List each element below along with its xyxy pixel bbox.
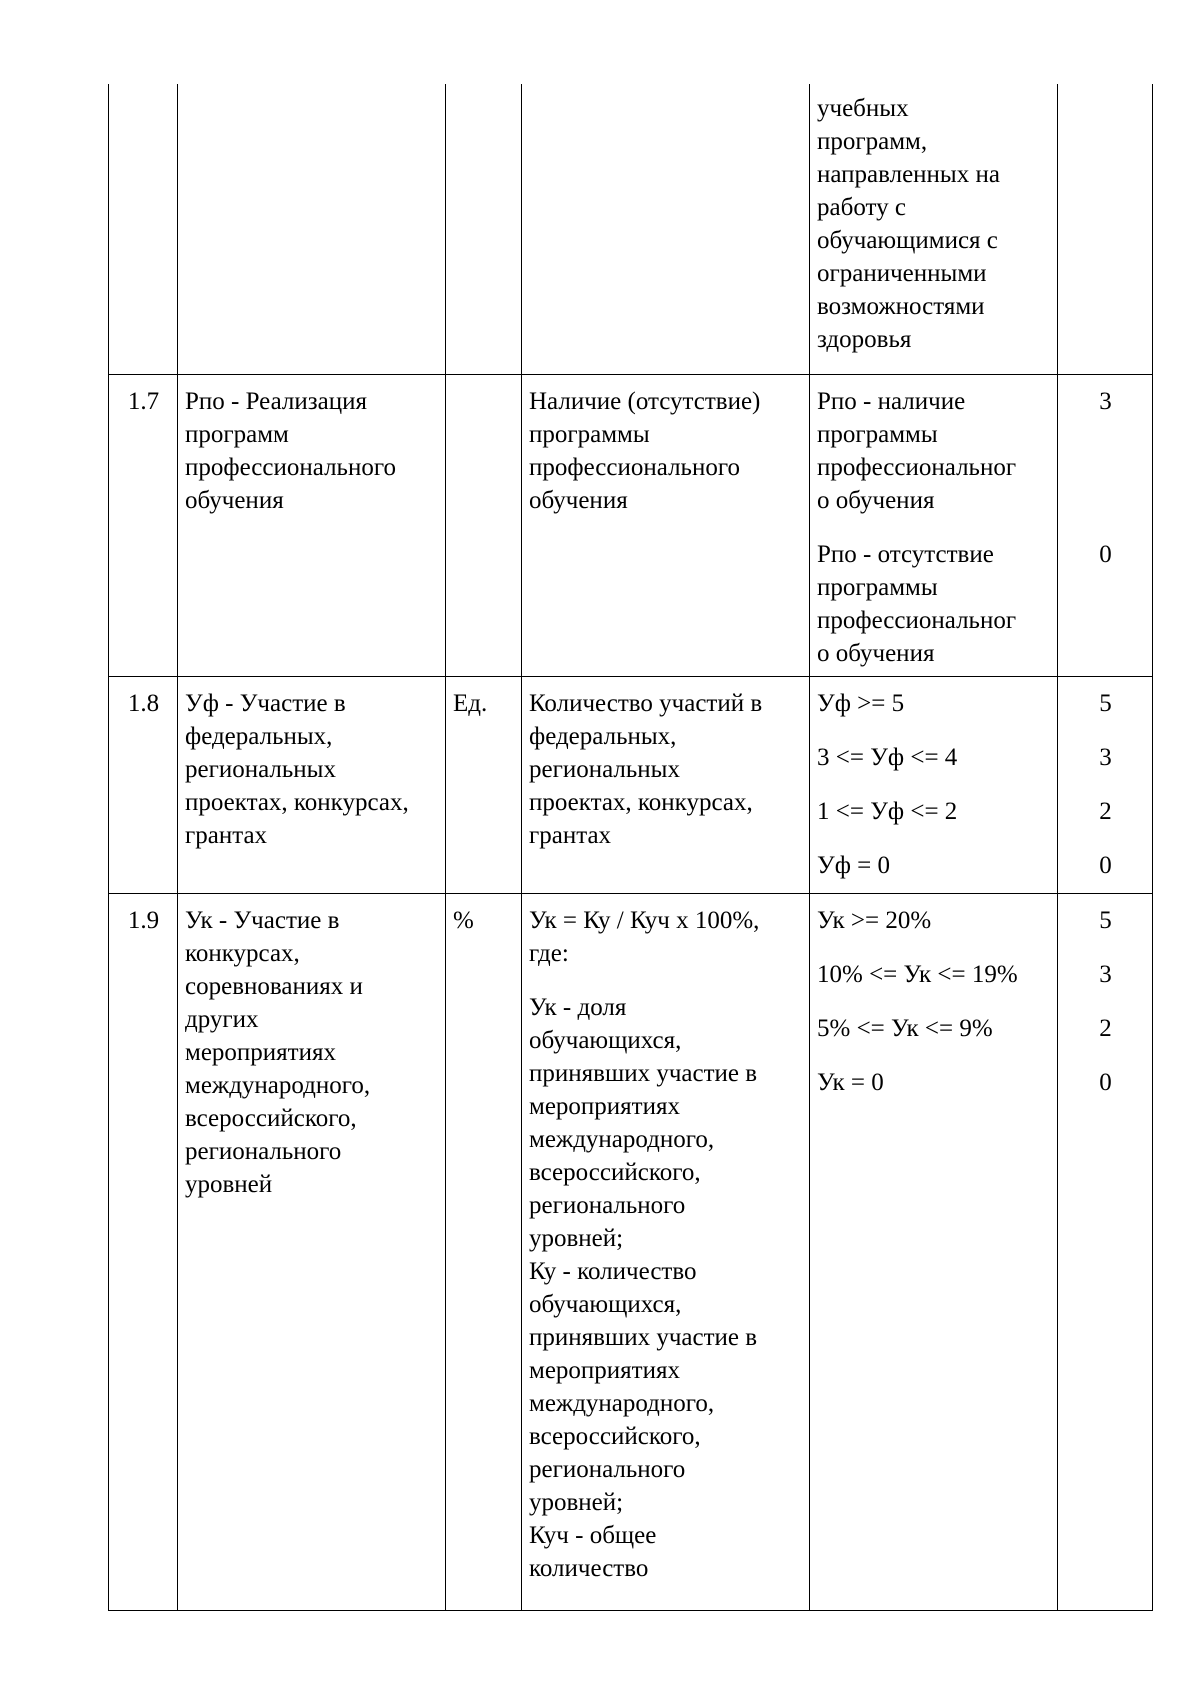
score-cell xyxy=(1058,84,1153,375)
table-row xyxy=(109,677,1153,894)
unit-of-measure xyxy=(446,375,522,677)
condition-cell xyxy=(810,375,1058,677)
unit-of-measure xyxy=(446,84,522,375)
condition-text: 5% <= Ук <= 9% xyxy=(817,1015,993,1042)
unit-of-measure: Ед. xyxy=(446,677,522,894)
row-number: 1.8 xyxy=(109,677,178,894)
calculation-method xyxy=(522,894,810,1611)
condition-text: учебных программ, направленных на работу с обучающимися с ограниченными возможностями здоровья xyxy=(817,95,1000,353)
condition-text: Рпо - отсутствие программы профессиональног о обучения xyxy=(817,541,1017,667)
score-value: 0 xyxy=(1099,541,1112,568)
calculation-method xyxy=(522,84,810,375)
calculation-method: Количество участий в федеральных, региональных проектах, конкурсах, грантах xyxy=(522,677,810,894)
indicator-name: Рпо - Реализация программ профессионального обучения xyxy=(178,375,446,677)
score-value: 3 xyxy=(1099,388,1112,415)
score-cell xyxy=(1058,677,1153,894)
row-number: 1.9 xyxy=(109,894,178,1611)
table-row xyxy=(109,375,1153,677)
condition-text: 3 <= Уф <= 4 xyxy=(817,744,958,771)
condition-text: 1 <= Уф <= 2 xyxy=(817,798,958,825)
score-value: 0 xyxy=(1099,1069,1112,1096)
score-value: 3 xyxy=(1099,961,1112,988)
score-value: 3 xyxy=(1099,744,1112,771)
formula: Ук = Ку / Куч x 100%, где: xyxy=(529,907,760,967)
score-value: 2 xyxy=(1099,798,1112,825)
score-cell xyxy=(1058,894,1153,1611)
row-number xyxy=(109,84,178,375)
condition-text: Ук >= 20% xyxy=(817,907,932,934)
condition-text: Рпо - наличие программы профессиональног о обучения xyxy=(817,388,1017,514)
condition-text: Ук = 0 xyxy=(817,1069,884,1096)
row-number: 1.7 xyxy=(109,375,178,677)
criteria-table xyxy=(108,84,1153,1611)
score-value: 5 xyxy=(1099,690,1112,717)
calculation-method: Наличие (отсутствие) программы профессионального обучения xyxy=(522,375,810,677)
unit-of-measure: % xyxy=(446,894,522,1611)
score-value: 2 xyxy=(1099,1015,1112,1042)
condition-text: Уф = 0 xyxy=(817,852,890,879)
table-row xyxy=(109,894,1153,1611)
score-value: 0 xyxy=(1099,852,1112,879)
score-cell xyxy=(1058,375,1153,677)
table-row xyxy=(109,84,1153,375)
formula-explanation: Ук - доля обучающихся, принявших участие в мероприятиях международного, всероссийского, регионального уровней; Ку - количество обучающихся, принявших участие в мероприятиях международного, всероссийского, регионального уровней; Куч - общее количество xyxy=(529,994,758,1582)
indicator-name xyxy=(178,84,446,375)
condition-cell xyxy=(810,677,1058,894)
condition-cell xyxy=(810,84,1058,375)
indicator-name: Ук - Участие в конкурсах, соревнованиях и других мероприятиях международного, всероссийского, регионального уровней xyxy=(178,894,446,1611)
condition-cell xyxy=(810,894,1058,1611)
indicator-name: Уф - Участие в федеральных, региональных проектах, конкурсах, грантах xyxy=(178,677,446,894)
condition-text: 10% <= Ук <= 19% xyxy=(817,961,1018,988)
score-value: 5 xyxy=(1099,907,1112,934)
condition-text: Уф >= 5 xyxy=(817,690,905,717)
